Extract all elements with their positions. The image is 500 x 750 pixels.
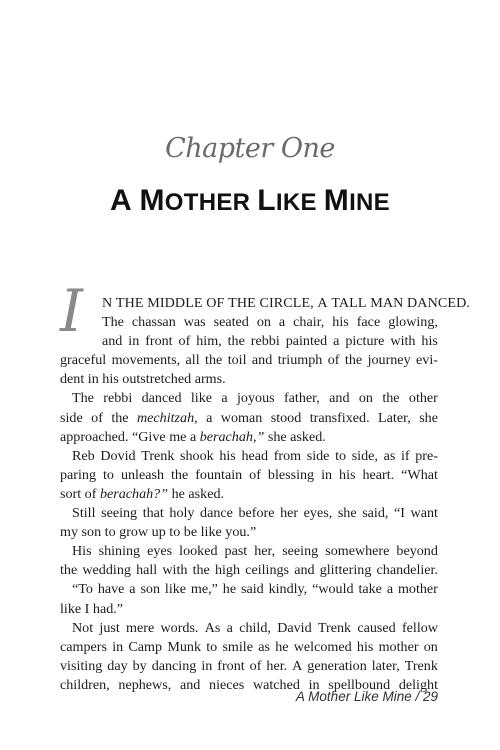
chapter-title-part: IKE: [275, 189, 324, 216]
text-line: dent in his outstretched arms.: [60, 371, 226, 388]
text-line: the wedding hall with the high ceilings and glittering chandelier.: [60, 562, 438, 579]
text-line: graceful movements, all the toil and triumph of the journey evi-: [60, 352, 438, 369]
text-line: Not just mere words. As a child, David Trenk caused fellow: [72, 619, 438, 636]
text-line: “To have a son like me,” he said kindly, “would take a mother: [72, 581, 438, 598]
text-line: and in front of him, the rebbi painted a picture with his: [102, 333, 438, 350]
chapter-title-part: M: [323, 184, 350, 217]
text-line: campers in Camp Munk to smile as he welcomed his mother on: [60, 638, 438, 655]
text-line: like I had.”: [60, 600, 124, 617]
drop-cap: I: [60, 277, 83, 345]
chapter-title-part: INE: [349, 189, 390, 216]
text-line: side of the mechitzah, a woman stood transfixed. Later, she: [60, 409, 438, 426]
text-line: approached. “Give me a berachah,” she asked.: [60, 428, 326, 445]
body-text: [60, 294, 470, 695]
text-line: visiting day by dancing in front of her. A generation later, Trenk: [60, 657, 438, 674]
text-line: paring to unleash the fountain of blessing in his heart. “What: [60, 466, 438, 483]
chapter-title-part: M: [139, 184, 165, 217]
text-line: The rebbi danced like a joyous father, and on the other: [72, 390, 438, 407]
text-line: children, nephews, and nieces watched in spellbound delight: [60, 676, 438, 693]
chapter-title-part: L: [257, 184, 276, 217]
text-line: my son to grow up to be like you.”: [60, 524, 257, 541]
chapter-label: Chapter One: [165, 133, 335, 164]
chapter-title-part: OTHER: [164, 189, 258, 216]
text-line: sort of berachah?” he asked.: [60, 485, 225, 502]
chapter-title-part: A: [109, 184, 140, 217]
running-footer: A Mother Like Mine / 29: [295, 689, 438, 704]
text-line: His shining eyes looked past her, seeing somewhere beyond: [72, 543, 438, 560]
text-line: Still seeing that holy dance before her eyes, she said, “I want: [72, 505, 438, 522]
text-line: Reb Dovid Trenk shook his head from side to side, as if pre-: [72, 447, 438, 464]
text-line: N THE MIDDLE OF THE CIRCLE, A TALL MAN DANCED.: [102, 295, 470, 311]
text-line: The chassan was seated on a chair, his face glowing,: [102, 314, 438, 331]
chapter-title: [0, 184, 500, 218]
